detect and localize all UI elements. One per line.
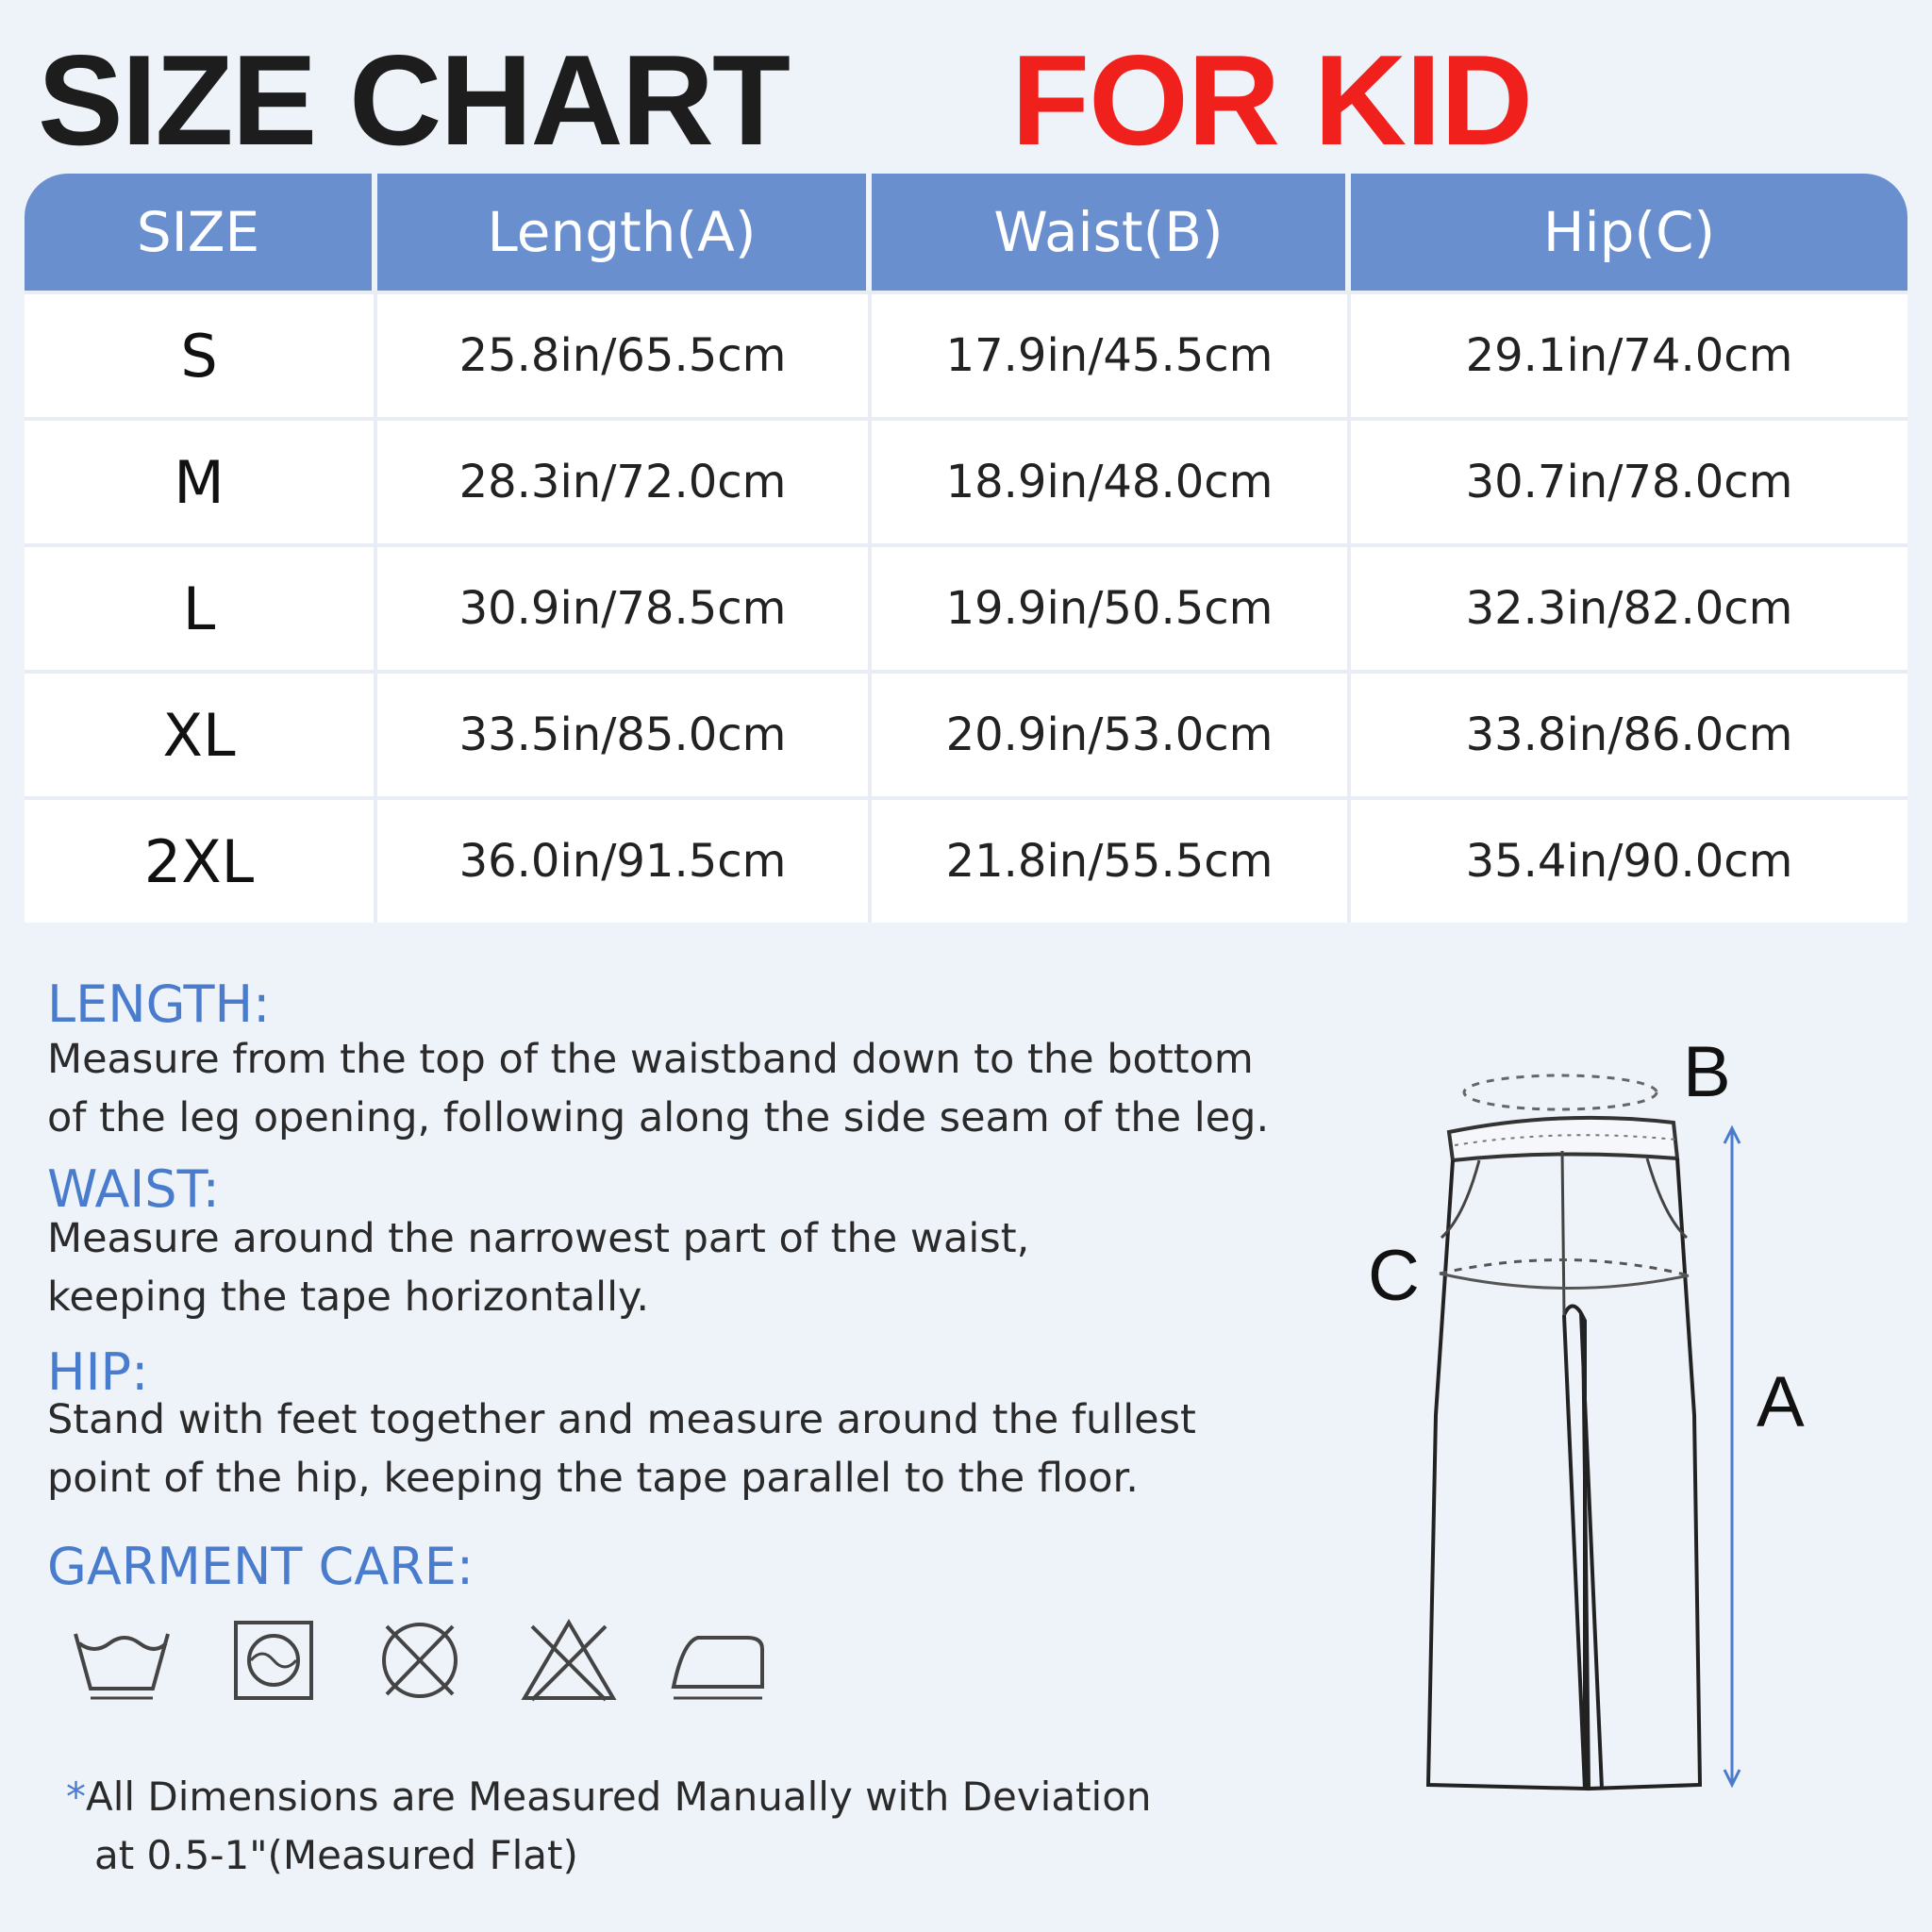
table-row xyxy=(25,543,1907,670)
do-not-bleach-icon xyxy=(513,1613,625,1707)
cell-length: 28.3in/72.0cm xyxy=(377,421,872,543)
iron-icon xyxy=(662,1613,774,1707)
cell-waist: 18.9in/48.0cm xyxy=(872,421,1351,543)
cell-length: 36.0in/91.5cm xyxy=(377,800,872,923)
cell-size: 2XL xyxy=(25,800,377,923)
cell-waist: 21.8in/55.5cm xyxy=(872,800,1351,923)
cell-hip: 33.8in/86.0cm xyxy=(1465,708,1793,761)
cell-hip: 32.3in/82.0cm xyxy=(1465,582,1793,635)
cell-size: L xyxy=(25,547,377,670)
cell-size: M xyxy=(25,421,377,543)
length-heading: LENGTH: xyxy=(47,974,271,1034)
cell-size: S xyxy=(25,294,377,417)
pants-diagram xyxy=(1349,1019,1858,1811)
cell-hip: 35.4in/90.0cm xyxy=(1465,835,1793,888)
hip-heading: HIP: xyxy=(47,1342,149,1402)
cell-size: XL xyxy=(25,674,377,796)
table-row xyxy=(25,670,1907,796)
care-icons xyxy=(66,1613,774,1707)
label-a: A xyxy=(1757,1362,1805,1442)
cell-length: 33.5in/85.0cm xyxy=(377,674,872,796)
label-b: B xyxy=(1683,1032,1731,1112)
note-line-2: at 0.5-1"(Measured Flat) xyxy=(94,1832,578,1878)
waist-description xyxy=(47,1209,1274,1326)
do-not-dry-clean-icon xyxy=(364,1613,475,1707)
cell-waist: 17.9in/45.5cm xyxy=(872,294,1351,417)
column-header-size: SIZE xyxy=(25,174,377,291)
garment-care-heading: GARMENT CARE: xyxy=(47,1537,475,1596)
column-header-hip: Hip(C) xyxy=(1542,200,1716,264)
wash-basin-icon xyxy=(66,1613,177,1707)
waist-line-2: keeping the tape horizontally. xyxy=(47,1274,650,1321)
measurement-note xyxy=(66,1768,1152,1885)
length-description xyxy=(47,1030,1274,1147)
waist-heading: WAIST: xyxy=(47,1159,220,1219)
column-header-waist: Waist(B) xyxy=(872,174,1351,291)
page-title: SIZE CHART xyxy=(38,28,789,172)
table-row xyxy=(25,291,1907,417)
cell-hip: 29.1in/74.0cm xyxy=(1465,329,1793,382)
column-header-length: Length(A) xyxy=(377,174,872,291)
hip-line-1: Stand with feet together and measure around the fullest xyxy=(47,1396,1196,1443)
table-row xyxy=(25,417,1907,543)
cell-length: 25.8in/65.5cm xyxy=(377,294,872,417)
size-table xyxy=(25,174,1907,923)
note-asterisk: * xyxy=(66,1774,86,1820)
note-line-1: All Dimensions are Measured Manually with Deviation xyxy=(86,1774,1152,1820)
cell-waist: 19.9in/50.5cm xyxy=(872,547,1351,670)
tumble-dry-icon xyxy=(215,1613,326,1707)
cell-hip: 30.7in/78.0cm xyxy=(1465,456,1793,508)
table-header xyxy=(25,174,1907,291)
table-row xyxy=(25,796,1907,923)
cell-waist: 20.9in/53.0cm xyxy=(872,674,1351,796)
label-c: C xyxy=(1368,1236,1420,1316)
page-subtitle: FOR KID xyxy=(1011,28,1533,172)
cell-length: 30.9in/78.5cm xyxy=(377,547,872,670)
hip-description xyxy=(47,1391,1274,1507)
waist-line-1: Measure around the narrowest part of the waist, xyxy=(47,1215,1030,1262)
length-line-1: Measure from the top of the waistband down to the bottom xyxy=(47,1036,1254,1083)
waist-measure-ellipse xyxy=(1464,1075,1657,1109)
hip-line-2: point of the hip, keeping the tape parallel to the floor. xyxy=(47,1455,1139,1502)
length-line-2: of the leg opening, following along the side seam of the leg. xyxy=(47,1094,1270,1141)
